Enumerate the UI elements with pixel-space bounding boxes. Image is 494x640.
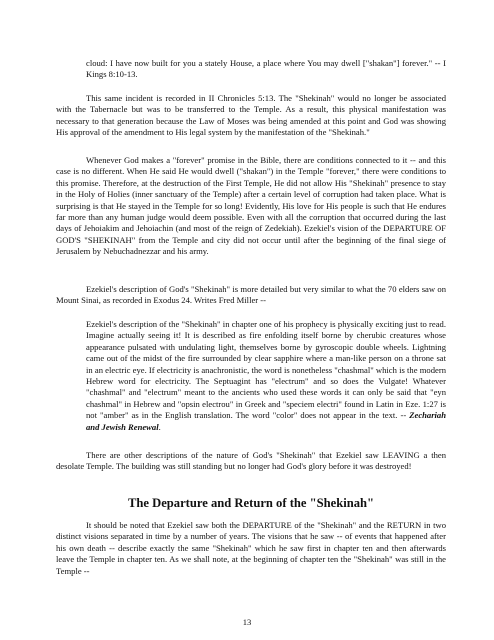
paragraph-ezekiel-description: Ezekiel's description of God's "Shekinah" is more detailed but very similar to what the 70 elders saw on Mount Sinai, as recorded in Exodus 24. Writes Fred Miller -- [56,284,446,306]
paragraph-departure-return: It should be noted that Ezekiel saw both the DEPARTURE of the "Shekinah" and the RETURN in two distinct visions separated in time by a number of years. The visions that he saw -- of events that happened after his own death -- describe exactly the same "Shekinah" which he saw first in chapter ten and then afterwards leave the Temple in chapter ten. As we shall note, at the beginning of chapter ten the "Shekinah" was still in the Temple -- [56,520,446,576]
quote-end: . [158,421,161,432]
page-number: 13 [242,617,252,627]
paragraph-leaving: There are other descriptions of the nature of God's "Shekinah" that Ezekiel saw LEAVING a then desolate Temple. The building was still standing but no longer had God's glory before it was destroyed! [56,450,446,472]
quote-kings: cloud: I have now built for you a stately House, a place where You may dwell ["shakan"] forever." -- I Kings 8:10-13. [86,58,446,80]
paragraph-forever-promise: Whenever God makes a "forever" promise in the Bible, there are conditions connected to it -- and this case is no different. When He said He would dwell ("shakan") in the Temple "forever," there were conditions to this promise. Therefore, at the destruction of the First Temple, He did not allow His "Shekinah" presence to stay in the Holy of Holies (inner sanctuary of the Temple) after a certain level of corruption had taken place. What is surprising is that He stayed in the Temple for so long! Evidently, His love for His people is such that He endures far more than any human judge would deem possible. Even with all the corruption that occurred during the last days of Jehoiakim and Jehoiachin (and most of the reign of Zedekiah). Ezekiel's vision of the DEPARTURE OF GOD'S "SHEKINAH" from the Temple and city did not occur until after the beginning of the final siege of Jerusalem by Nebuchadnezzar and his army. [56,155,446,257]
quote-fred-miller-text: Ezekiel's description of the "Shekinah" in chapter one of his prophecy is physically exciting just to read. Imagine actually seeing it! It is described as fire enfolding itself borne by cherubic creatures whose appearance pulsated with undulating light, themselves borne by gyroscopic double wheels. Lightning came out of the midst of the fire surrounded by clear sapphire where a man-like person on a throne sat in an electric eye. If electricity is anachronistic, the word is nonetheless "chashmal" which is the modern Hebrew word for electricity. The Septuagint has "electrum" and so does the Vulgate! Whatever "chashmal" and "electrum" meant to the ancients who used these words it can only be said that "eyn chashmal" in Hebrew and "opsin electrou" in Greek and "speciem electri" found in Latin in Eze. 1:27 is not "amber" as in the English translation. The word "color" does not appear in the text. -- [86,319,446,421]
quote-fred-miller [86,319,446,433]
section-heading: The Departure and Return of the "Shekinah" [127,496,375,510]
paragraph-chronicles: This same incident is recorded in II Chronicles 5:13. The "Shekinah" would no longer be associated with the Tabernacle but was to be transferred to the Temple. As a result, this physical manifestation was necessary to that generation because the Law of Moses was being amended at this point and God was showing His approval of the amendment to His legal system by the manifestation of the "Shekinah." [56,93,446,138]
quote-source: Zechariah and Jewish Renewal [86,410,447,432]
